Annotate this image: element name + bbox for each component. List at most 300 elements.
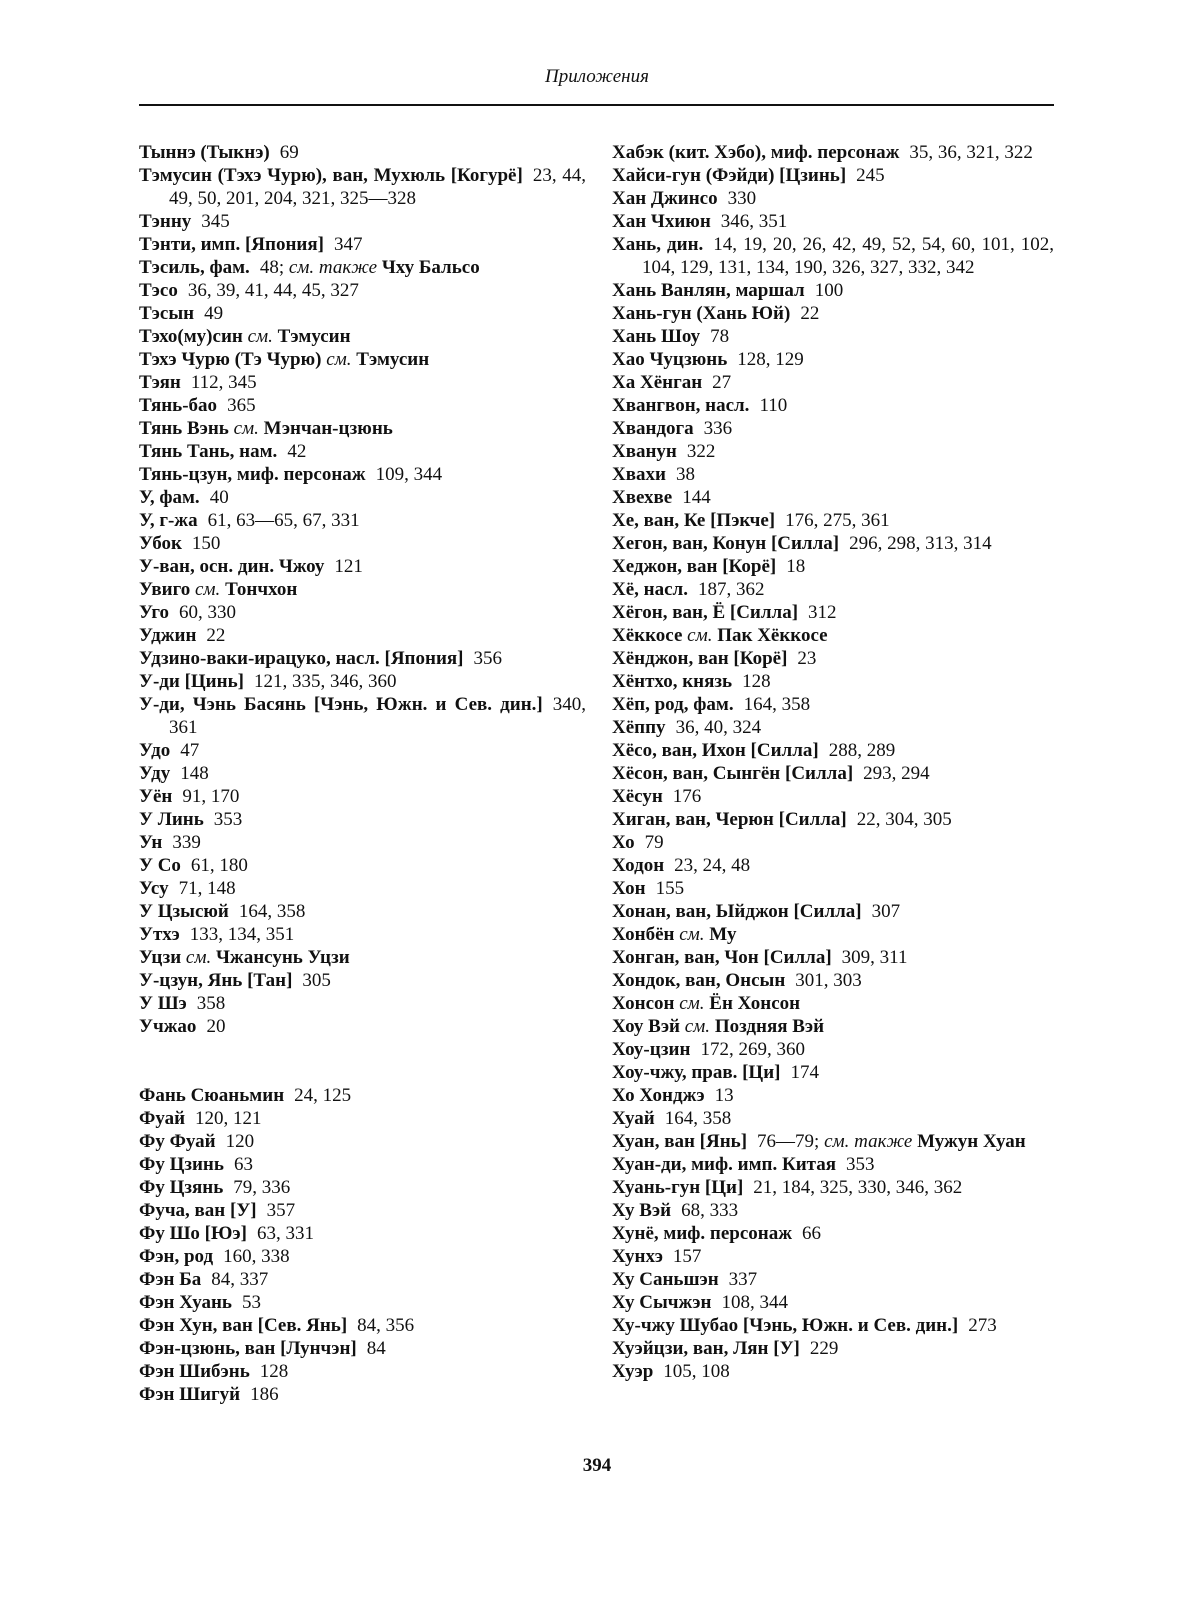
index-entry	[612, 210, 1054, 233]
index-entry	[612, 233, 1054, 279]
index-entry	[139, 348, 586, 371]
entry-pages: 47	[180, 740, 200, 761]
index-entry	[612, 348, 1054, 371]
entry-pages: 174	[790, 1062, 819, 1083]
entry-heading: Фэн Хун, ван [Сев. Янь]	[139, 1315, 348, 1336]
index-entry	[612, 716, 1054, 739]
index-entry	[139, 923, 586, 946]
cross-ref-target: Мужун Хуан	[917, 1131, 1026, 1152]
entry-heading: Удо	[139, 740, 171, 761]
entry-heading: Удзино-ваки-ирацуко, насл. [Япония]	[139, 648, 464, 669]
entry-heading: Тэнти, имп. [Япония]	[139, 234, 324, 255]
index-entry	[139, 1176, 586, 1199]
entry-heading: Хёсон, ван, Сынгён [Силла]	[612, 763, 854, 784]
entry-heading: Тэсиль, фам.	[139, 257, 250, 278]
index-entry	[612, 923, 1054, 946]
entry-heading: Хёнджон, ван [Корё]	[612, 648, 788, 669]
index-entry	[612, 486, 1054, 509]
entry-heading: Хо	[612, 832, 635, 853]
index-entry	[139, 509, 586, 532]
index-entry	[139, 601, 586, 624]
entry-pages: 79, 336	[233, 1177, 291, 1198]
entry-heading: Хуань-гун [Ци]	[612, 1177, 744, 1198]
entry-heading: Ху Сычжэн	[612, 1292, 712, 1313]
entry-heading: Тэхэ Чурю (Тэ Чурю)	[139, 349, 322, 370]
entry-pages: 312	[808, 602, 837, 623]
index-entry	[612, 854, 1054, 877]
right-index-block-kh	[612, 141, 1054, 1383]
entry-heading: Тэхо(му)син	[139, 326, 243, 347]
index-entry	[612, 946, 1054, 969]
entry-heading: Ходон	[612, 855, 665, 876]
index-entry	[139, 762, 586, 785]
entry-pages: 322	[686, 441, 716, 462]
entry-pages: 157	[672, 1246, 702, 1267]
index-entry	[139, 233, 586, 256]
index-entry	[139, 1245, 586, 1268]
entry-heading: Хань Ванлян, маршал	[612, 280, 805, 301]
left-column	[139, 141, 586, 1406]
entry-heading: У-ван, осн. дин. Чжоу	[139, 556, 325, 577]
index-entry	[612, 578, 1054, 601]
index-entry	[139, 647, 586, 670]
index-entry	[612, 417, 1054, 440]
index-entry	[612, 670, 1054, 693]
entry-heading: Хёсо, ван, Ихон [Силла]	[612, 740, 819, 761]
index-entry	[139, 1130, 586, 1153]
entry-pages: 144	[682, 487, 711, 508]
index-entry	[612, 992, 1054, 1015]
entry-pages: 63	[233, 1154, 253, 1175]
entry-pages: 100	[814, 280, 844, 301]
entry-heading: Хонсон	[612, 993, 675, 1014]
section-gap	[139, 1038, 586, 1084]
entry-pages: 307	[871, 901, 901, 922]
index-entry	[612, 969, 1054, 992]
entry-heading: Хиган, ван, Черюн [Силла]	[612, 809, 847, 830]
index-entry	[612, 1199, 1054, 1222]
entry-pages: 49	[204, 303, 224, 324]
entry-pages: 120	[225, 1131, 255, 1152]
index-entry	[612, 440, 1054, 463]
index-entry	[612, 831, 1054, 854]
index-entry	[139, 325, 586, 348]
entry-heading: Увиго	[139, 579, 191, 600]
index-entry	[139, 693, 586, 739]
cross-ref-target: Тончхон	[225, 579, 298, 600]
entry-heading: Хёккосе	[612, 625, 683, 646]
index-entry	[139, 164, 586, 210]
entry-pages: 112, 345	[190, 372, 257, 393]
index-entry	[139, 1015, 586, 1038]
entry-heading: Хоу-чжу, прав. [Ци]	[612, 1062, 781, 1083]
entry-heading: Хонан, ван, Ыйджон [Силла]	[612, 901, 862, 922]
entry-heading: Хегон, ван, Конун [Силла]	[612, 533, 840, 554]
index-entry	[139, 1291, 586, 1314]
entry-heading: Хвангвон, насл.	[612, 395, 750, 416]
entry-heading: Фэн Ба	[139, 1269, 202, 1290]
entry-heading: Ун	[139, 832, 163, 853]
index-entry	[612, 877, 1054, 900]
index-entry	[612, 762, 1054, 785]
entry-heading: Хвехве	[612, 487, 673, 508]
index-entry	[139, 1199, 586, 1222]
entry-heading: Фэн, род	[139, 1246, 214, 1267]
entry-heading: Хунё, миф. персонаж	[612, 1223, 793, 1244]
entry-pages: 150	[191, 533, 221, 554]
index-entry	[139, 440, 586, 463]
entry-heading: Хёп, род, фам.	[612, 694, 734, 715]
entry-pages: 309, 311	[841, 947, 908, 968]
index-entry	[139, 831, 586, 854]
entry-heading: Хуэр	[612, 1361, 654, 1382]
entry-heading: Фу Цзянь	[139, 1177, 224, 1198]
entry-heading: Хёгон, ван, Ё [Силла]	[612, 602, 799, 623]
index-entry	[612, 1015, 1054, 1038]
entry-heading: Хуай	[612, 1108, 655, 1129]
entry-heading: Хвандога	[612, 418, 694, 439]
index-entry	[612, 509, 1054, 532]
entry-heading: Хе, ван, Ке [Пэкче]	[612, 510, 776, 531]
entry-pages: 13	[714, 1085, 734, 1106]
entry-pages: 23	[797, 648, 817, 669]
index-entry	[612, 463, 1054, 486]
entry-pages: 340, 361	[169, 694, 586, 738]
entry-pages: 91, 170	[182, 786, 240, 807]
entry-pages: 40	[209, 487, 229, 508]
cross-ref-label: см.	[247, 326, 273, 347]
header-rule	[139, 104, 1054, 106]
entry-pages: 109, 344	[375, 464, 443, 485]
entry-pages: 288, 289	[828, 740, 896, 761]
entry-heading: Хань-гун (Хань Юй)	[612, 303, 791, 324]
entry-heading: Фань Сюаньмин	[139, 1085, 285, 1106]
cross-ref-label: см.	[687, 625, 713, 646]
index-entry	[139, 1107, 586, 1130]
entry-heading: Утхэ	[139, 924, 180, 945]
entry-heading: У Со	[139, 855, 181, 876]
entry-heading: Уго	[139, 602, 170, 623]
index-entry	[139, 1360, 586, 1383]
entry-pages: 164, 358	[743, 694, 811, 715]
entry-pages: 84	[366, 1338, 386, 1359]
cross-ref-label: см. также	[824, 1131, 913, 1152]
entry-heading: Тэсо	[139, 280, 178, 301]
entry-heading: Тыннэ (Тыкнэ)	[139, 142, 270, 163]
entry-pages: 186	[250, 1384, 279, 1405]
index-entry	[612, 141, 1054, 164]
entry-pages: 358	[196, 993, 226, 1014]
entry-pages: 345	[201, 211, 230, 232]
index-entry	[139, 302, 586, 325]
index-entry	[139, 486, 586, 509]
entry-pages: 14, 19, 20, 26, 42, 49, 52, 54, 60, 101, 102, 104, 129, 131, 134, 190, 326, 327, 332, 342	[642, 234, 1054, 278]
entry-pages: 164, 358	[664, 1108, 732, 1129]
index-entry	[612, 371, 1054, 394]
index-entry	[139, 463, 586, 486]
entry-heading: Тэян	[139, 372, 181, 393]
index-entry	[612, 1153, 1054, 1176]
entry-pages: 66	[802, 1223, 822, 1244]
left-index-block-t-u	[139, 141, 586, 1038]
index-entry	[612, 1038, 1054, 1061]
entry-heading: Хвахи	[612, 464, 666, 485]
entry-pages: 68, 333	[681, 1200, 739, 1221]
cross-ref-label: см.	[233, 418, 259, 439]
entry-heading: Тэнну	[139, 211, 192, 232]
entry-heading: Уён	[139, 786, 173, 807]
entry-heading: Фэн-цзюнь, ван [Лунчэн]	[139, 1338, 357, 1359]
entry-pages: 305	[302, 970, 331, 991]
entry-heading: Тянь-цзун, миф. персонаж	[139, 464, 366, 485]
entry-pages: 22	[206, 625, 226, 646]
index-entry	[139, 992, 586, 1015]
entry-pages: 108, 344	[721, 1292, 788, 1313]
entry-heading: Хайси-гун (Фэйди) [Цзинь]	[612, 165, 847, 186]
entry-heading: Тянь Тань, нам.	[139, 441, 278, 462]
index-entry	[612, 532, 1054, 555]
entry-heading: Хуэйцзи, ван, Лян [У]	[612, 1338, 800, 1359]
index-entry	[612, 1084, 1054, 1107]
index-entry	[139, 739, 586, 762]
entry-heading: Тянь Вэнь	[139, 418, 229, 439]
index-entry	[139, 854, 586, 877]
entry-pages: 176, 275, 361	[785, 510, 890, 531]
entry-pages: 120, 121	[195, 1108, 262, 1129]
entry-pages: 128	[742, 671, 771, 692]
index-entry	[139, 141, 586, 164]
entry-pages: 38	[675, 464, 695, 485]
index-entry	[612, 1314, 1054, 1337]
entry-pages: 84, 356	[357, 1315, 415, 1336]
entry-pages: 164, 358	[238, 901, 306, 922]
index-entry	[612, 555, 1054, 578]
entry-pages: 128	[259, 1361, 289, 1382]
page-number: 394	[582, 1455, 612, 1476]
index-entry	[139, 371, 586, 394]
index-entry	[139, 256, 586, 279]
entry-heading: Хань, дин.	[612, 234, 704, 255]
index-entry	[612, 1130, 1054, 1153]
entry-pages: 76—79;	[757, 1131, 820, 1152]
entry-heading: Хао Чуцзюнь	[612, 349, 728, 370]
index-entry	[139, 394, 586, 417]
entry-heading: Хонбён	[612, 924, 675, 945]
entry-heading: Хондок, ван, Онсын	[612, 970, 786, 991]
cross-ref-target: Чжансунь Уцзи	[215, 947, 350, 968]
cross-ref-label: см.	[185, 947, 212, 968]
entry-pages: 110	[759, 395, 788, 416]
index-entry	[612, 1176, 1054, 1199]
entry-heading: Фу Фуай	[139, 1131, 216, 1152]
entry-heading: Ху Саньшэн	[612, 1269, 719, 1290]
entry-pages: 61, 180	[190, 855, 248, 876]
entry-pages: 20	[206, 1016, 226, 1037]
entry-pages: 273	[968, 1315, 997, 1336]
index-entry	[139, 877, 586, 900]
cross-ref-target: Тэмусин	[356, 349, 430, 370]
index-entry	[139, 1222, 586, 1245]
index-entry	[612, 693, 1054, 716]
entry-heading: Хёппу	[612, 717, 666, 738]
entry-pages: 53	[241, 1292, 261, 1313]
running-head: Приложения	[545, 66, 649, 87]
entry-pages: 353	[213, 809, 243, 830]
entry-pages: 160, 338	[223, 1246, 290, 1267]
entry-heading: Усу	[139, 878, 169, 899]
index-entry	[612, 1061, 1054, 1084]
index-entry	[139, 1268, 586, 1291]
index-entry	[139, 1153, 586, 1176]
entry-pages: 36, 39, 41, 44, 45, 327	[187, 280, 359, 301]
index-entry	[612, 279, 1054, 302]
entry-pages: 337	[728, 1269, 758, 1290]
entry-pages: 21, 184, 325, 330, 346, 362	[753, 1177, 963, 1198]
entry-heading: У-ди [Цинь]	[139, 671, 244, 692]
index-entry	[612, 325, 1054, 348]
index-entry	[612, 1291, 1054, 1314]
entry-pages: 148	[180, 763, 209, 784]
entry-pages: 346, 351	[720, 211, 788, 232]
index-entry	[612, 1222, 1054, 1245]
entry-heading: Убок	[139, 533, 182, 554]
entry-pages: 48;	[259, 257, 285, 278]
entry-pages: 296, 298, 313, 314	[849, 533, 992, 554]
entry-heading: Тэмусин (Тэхэ Чурю), ван, Мухюль [Когурё]	[139, 165, 523, 186]
index-entry	[612, 164, 1054, 187]
cross-ref-target: Мэнчан-цзюнь	[263, 418, 393, 439]
entry-pages: 365	[227, 395, 256, 416]
entry-pages: 61, 63—65, 67, 331	[207, 510, 360, 531]
entry-heading: Хоу Вэй	[612, 1016, 680, 1037]
cross-ref-target: Ён Хонсон	[709, 993, 801, 1014]
entry-pages: 245	[856, 165, 885, 186]
index-entry	[612, 1107, 1054, 1130]
entry-heading: Хань Шоу	[612, 326, 701, 347]
cross-ref-target: Чху Бальсо	[381, 257, 480, 278]
entry-heading: Хан Джинсо	[612, 188, 718, 209]
entry-heading: Хунхэ	[612, 1246, 663, 1267]
index-entry	[612, 739, 1054, 762]
entry-pages: 121, 335, 346, 360	[253, 671, 397, 692]
cross-ref-label: см.	[684, 1016, 711, 1037]
entry-pages: 356	[473, 648, 502, 669]
cross-ref-target: Тэмусин	[277, 326, 351, 347]
cross-ref-label: см.	[679, 993, 705, 1014]
entry-heading: Хон	[612, 878, 646, 899]
entry-pages: 357	[266, 1200, 296, 1221]
index-entry	[139, 785, 586, 808]
entry-heading: У-цзун, Янь [Тан]	[139, 970, 293, 991]
entry-pages: 133, 134, 351	[189, 924, 295, 945]
cross-ref-target: Поздняя Вэй	[714, 1016, 825, 1037]
cross-ref-label: см.	[195, 579, 221, 600]
entry-pages: 293, 294	[863, 763, 930, 784]
entry-heading: Хо Хонджэ	[612, 1085, 705, 1106]
index-entry	[139, 624, 586, 647]
entry-pages: 71, 148	[178, 878, 236, 899]
index-entry	[612, 1337, 1054, 1360]
cross-ref-label: см.	[326, 349, 352, 370]
index-entry	[612, 1268, 1054, 1291]
entry-heading: Хёнтхо, князь	[612, 671, 733, 692]
index-entry	[139, 279, 586, 302]
entry-pages: 60, 330	[179, 602, 237, 623]
entry-heading: Хан Чхиюн	[612, 211, 711, 232]
index-entry	[612, 624, 1054, 647]
entry-pages: 121	[334, 556, 363, 577]
entry-heading: У, г-жа	[139, 510, 198, 531]
index-entry	[612, 808, 1054, 831]
entry-pages: 35, 36, 321, 322	[909, 142, 1033, 163]
index-entry	[612, 1245, 1054, 1268]
entry-pages: 27	[712, 372, 732, 393]
entry-heading: Уцзи	[139, 947, 182, 968]
entry-pages: 176	[672, 786, 702, 807]
entry-heading: Хуан-ди, миф. имп. Китая	[612, 1154, 837, 1175]
index-entry	[139, 578, 586, 601]
entry-pages: 22	[800, 303, 820, 324]
left-index-block-f	[139, 1084, 586, 1406]
entry-heading: Фу Цзинь	[139, 1154, 224, 1175]
entry-pages: 18	[786, 556, 806, 577]
entry-heading: У Цзысюй	[139, 901, 229, 922]
index-entry	[139, 1084, 586, 1107]
index-entry	[139, 808, 586, 831]
entry-heading: У-ди, Чэнь Басянь [Чэнь, Южн. и Сев. дин.]	[139, 694, 543, 715]
entry-heading: Хуан, ван [Янь]	[612, 1131, 748, 1152]
entry-heading: Фэн Шибэнь	[139, 1361, 250, 1382]
entry-heading: Фу Шо [Юэ]	[139, 1223, 247, 1244]
entry-pages: 84, 337	[211, 1269, 269, 1290]
index-entry	[139, 555, 586, 578]
entry-pages: 42	[287, 441, 307, 462]
index-entry	[612, 187, 1054, 210]
entry-pages: 23, 44, 49, 50, 201, 204, 321, 325—328	[169, 165, 587, 209]
entry-heading: Ха Хёнган	[612, 372, 703, 393]
entry-heading: Хванун	[612, 441, 677, 462]
index-entry	[139, 1337, 586, 1360]
entry-pages: 79	[644, 832, 664, 853]
entry-pages: 78	[710, 326, 730, 347]
entry-heading: Фуча, ван [У]	[139, 1200, 257, 1221]
index-entry	[612, 601, 1054, 624]
entry-heading: Уджин	[139, 625, 197, 646]
entry-pages: 69	[279, 142, 299, 163]
entry-heading: У Шэ	[139, 993, 187, 1014]
index-entry	[612, 785, 1054, 808]
entry-heading: Фуай	[139, 1108, 186, 1129]
entry-pages: 23, 24, 48	[674, 855, 751, 876]
entry-pages: 36, 40, 324	[675, 717, 762, 738]
entry-pages: 339	[172, 832, 201, 853]
entry-heading: Хёсун	[612, 786, 663, 807]
index-entry	[139, 417, 586, 440]
entry-pages: 187, 362	[697, 579, 765, 600]
entry-heading: Хонган, ван, Чон [Силла]	[612, 947, 832, 968]
entry-heading: Фэн Шигуй	[139, 1384, 241, 1405]
entry-pages: 172, 269, 360	[700, 1039, 805, 1060]
cross-ref-target: Му	[709, 924, 737, 945]
entry-pages: 330	[727, 188, 757, 209]
entry-heading: Тэсын	[139, 303, 195, 324]
index-entry	[612, 647, 1054, 670]
index-entry	[612, 1360, 1054, 1383]
entry-pages: 301, 303	[795, 970, 862, 991]
cross-ref-label: см.	[679, 924, 705, 945]
entry-heading: Хеджон, ван [Корё]	[612, 556, 777, 577]
index-entry	[612, 302, 1054, 325]
